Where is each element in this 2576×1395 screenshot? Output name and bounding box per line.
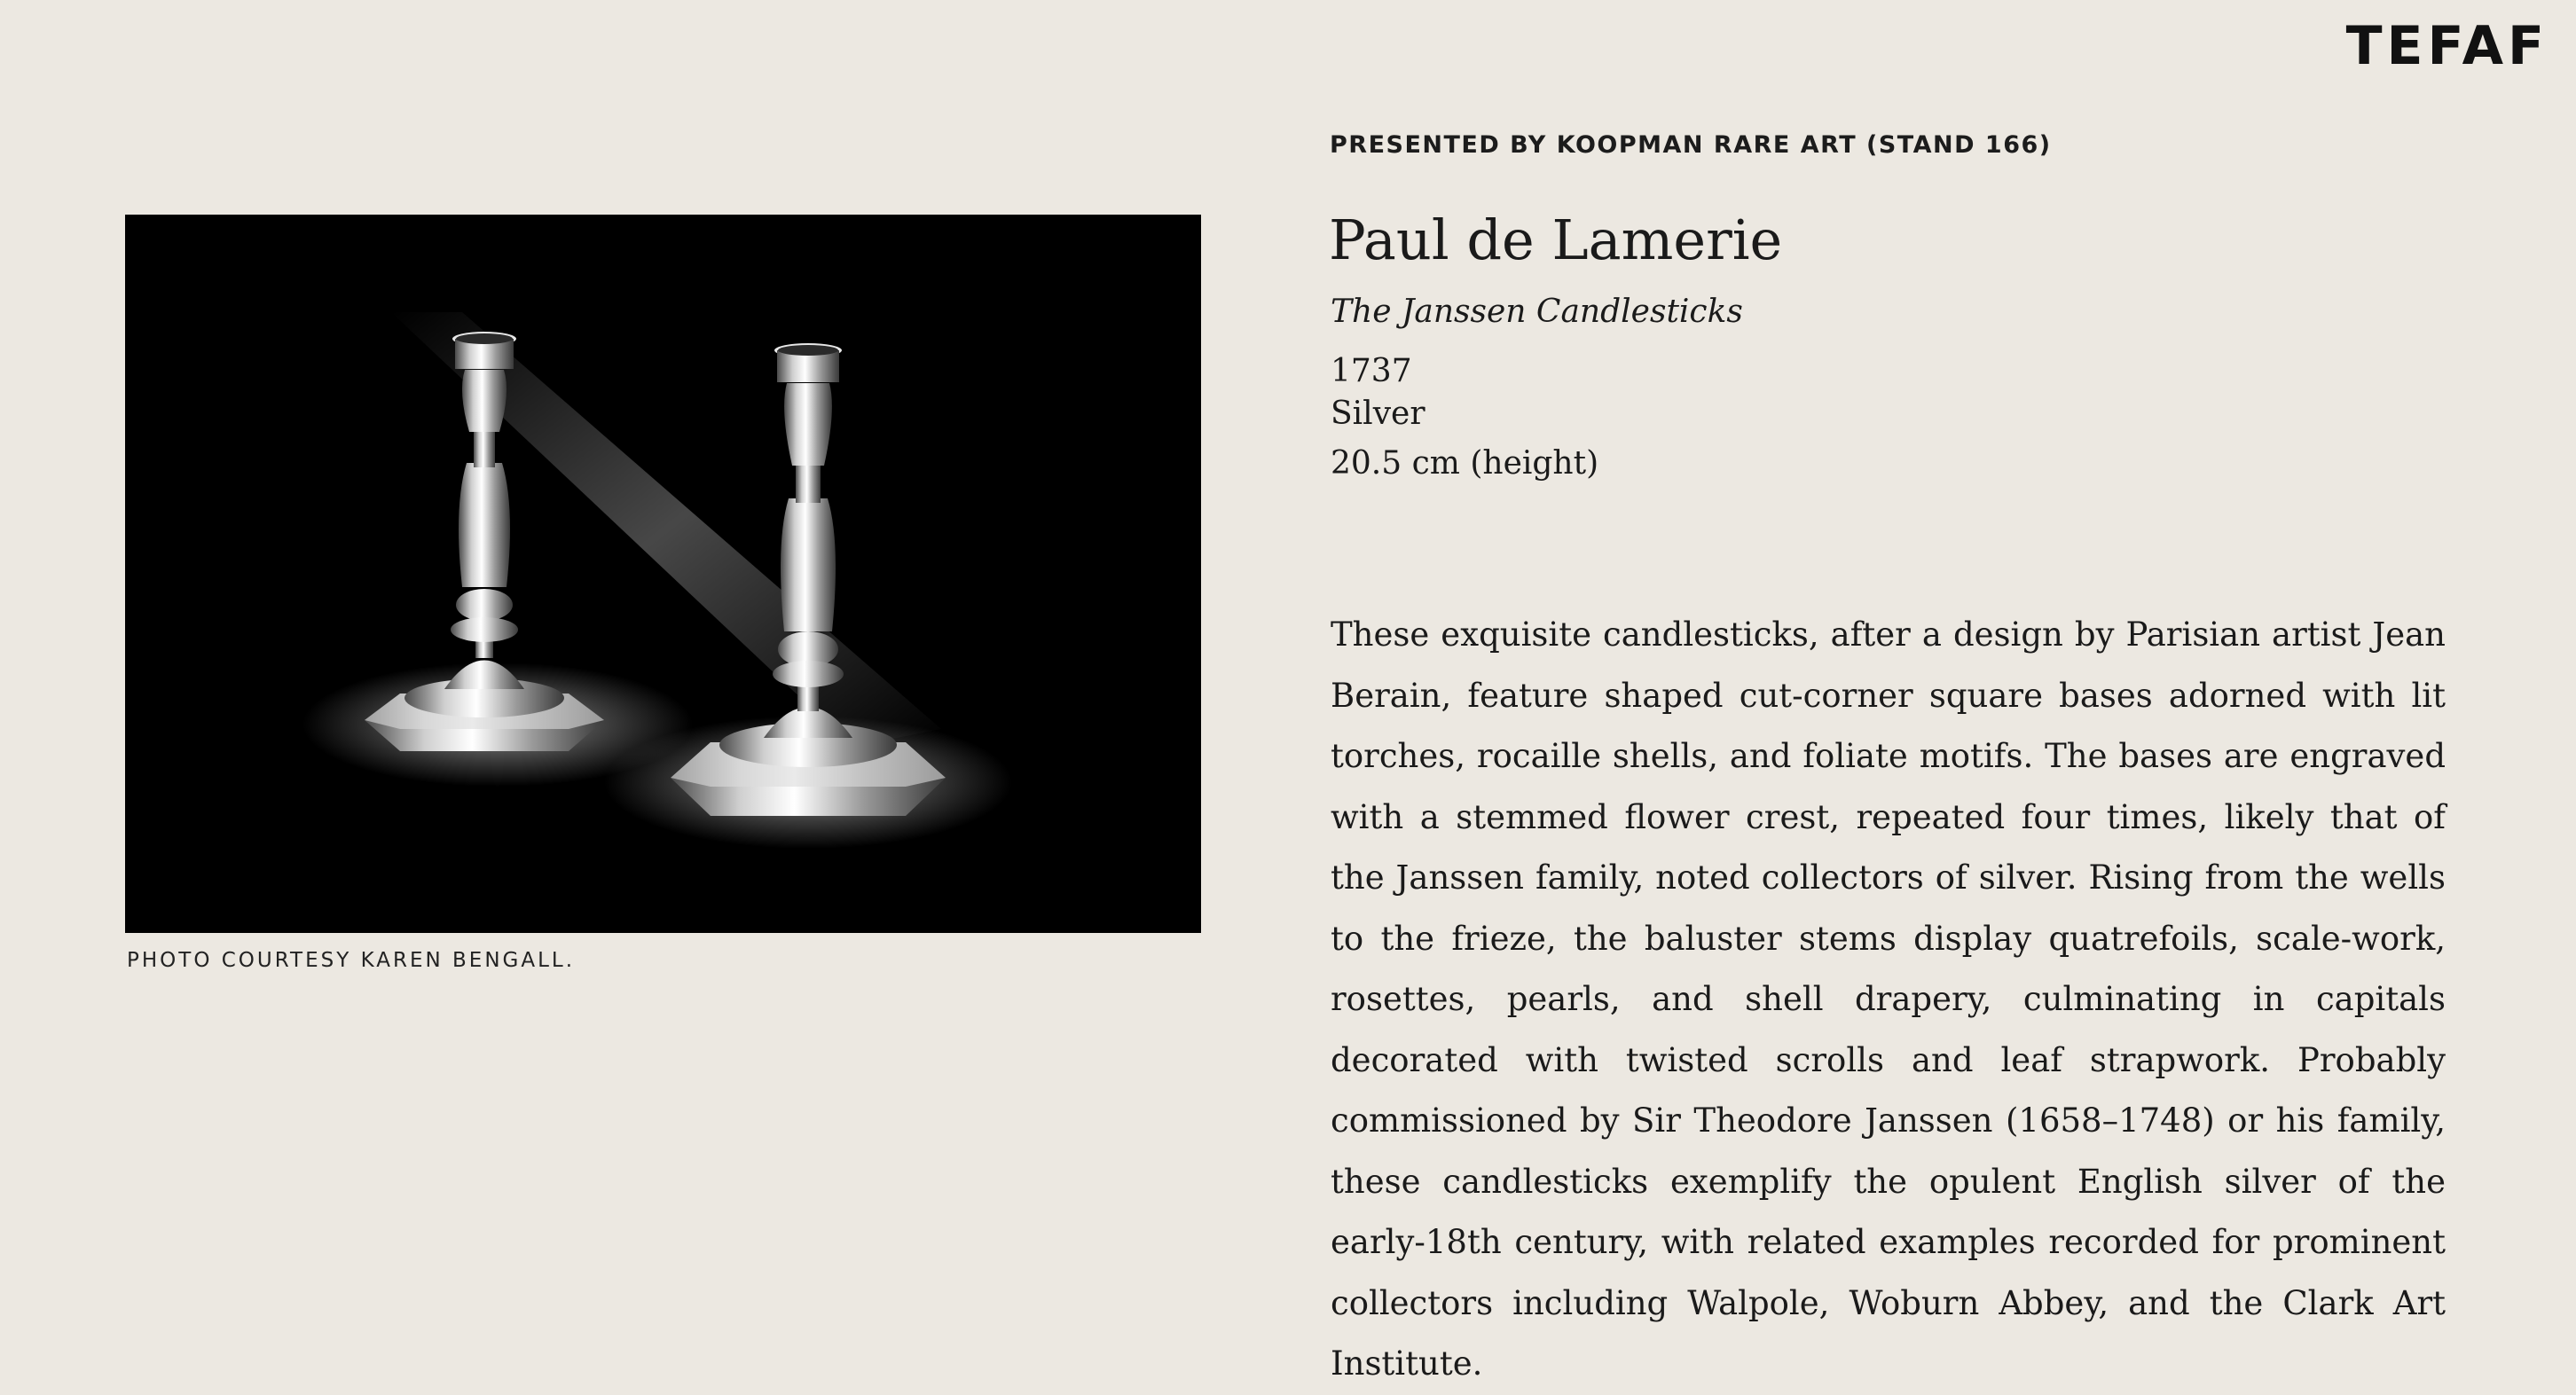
tefaf-logo[interactable]: TEFAF [2345, 15, 2549, 77]
artwork-description: These exquisite candlesticks, after a design by Parisian artist Jean Berain, feature shaped cut-corner square bases adorned with lit torches, rocaille shells, and foliate motifs. The bases are engraved with a stemmed flower crest, repeated four times, likely that of the Janssen family, noted collectors of silver. Rising from the wells to the frieze, the baluster stems display quatrefoils, scale-work, rosettes, pearls, and shell drapery, culminating in capitals decorated with twisted scrolls and leaf strapwork. Probably commissioned by Sir Theodore Janssen (1658–1748) or his family, these candlesticks exemplify the opulent English silver of the early-18th century, with related examples recorded for prominent collectors including Walpole, Woburn Abbey, and the Clark Art Institute. [1331, 615, 2446, 1383]
artwork-title: The Janssen Candlesticks [1331, 294, 1743, 330]
candlesticks-illustration [125, 215, 1201, 933]
presented-by: PRESENTED BY KOOPMAN RARE ART (STAND 166) [1330, 131, 2052, 159]
artwork-photo [125, 215, 1201, 933]
artwork-year: 1737 [1331, 353, 1412, 389]
photo-caption: PHOTO COURTESY KAREN BENGALL. [127, 949, 576, 972]
artwork-medium: Silver [1331, 396, 1425, 432]
artist-name: Paul de Lamerie [1329, 208, 1783, 272]
artwork-dimensions: 20.5 cm (height) [1331, 445, 1599, 482]
